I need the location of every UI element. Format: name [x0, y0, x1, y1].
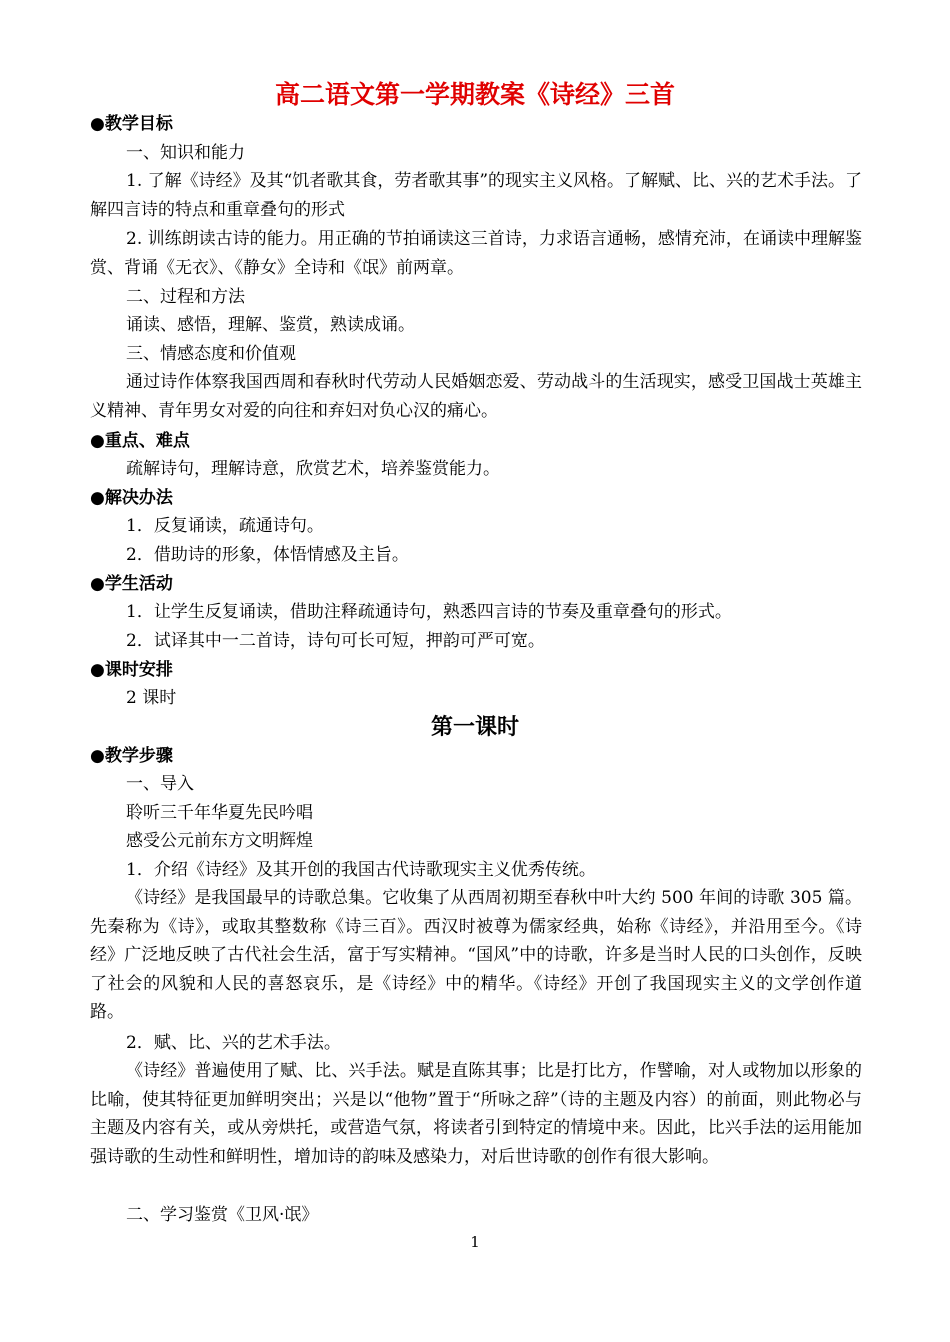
- paragraph: 三、情感态度和价值观: [126, 344, 296, 364]
- paragraph: 2 课时: [126, 688, 177, 708]
- paragraph: 1．让学生反复诵读，借助注释疏通诗句，熟悉四言诗的节奏及重章叠句的形式。: [126, 602, 732, 622]
- paragraph: 通过诗作体察我国西周和春秋时代劳动人民婚姻恋爱、劳动战斗的生活现实，感受卫国战士英雄主义精神、青年男女对爱的向往和弃妇对负心汉的痛心。: [90, 372, 862, 421]
- paragraph: 疏解诗句，理解诗意，欣赏艺术，培养鉴赏能力。: [126, 459, 500, 479]
- document-title: 高二语文第一学期教案《诗经》三首: [274, 80, 675, 109]
- paragraph: 一、导入: [126, 774, 194, 794]
- paragraph: 《诗经》是我国最早的诗歌总集。它收集了从西周初期至春秋中叶大约 500 年间的诗歌 305 篇。先秦称为《诗》，或取其整数称《诗三百》。西汉时被尊为儒家经典，始称《诗经》，并沿用至今。《诗经》广泛地反映了古代社会生活，富于写实精神。“国风”中的诗歌，许多是当时人民的口头创作，反映了社会的风貌和人民的喜怒哀乐，是《诗经》中的精华。《诗经》开创了我国现实主义的文学创作道路。: [90, 888, 862, 1023]
- paragraph: 诵读、感悟，理解、鉴赏，熟读成诵。: [126, 315, 415, 335]
- heading-teaching-goals: ●教学目标: [90, 114, 173, 134]
- heading-schedule: ●课时安排: [90, 660, 173, 680]
- paragraph: 2．借助诗的形象，体悟情感及主旨。: [126, 545, 409, 565]
- paragraph: 二、学习鉴赏《卫风·氓》: [126, 1205, 319, 1225]
- paragraph: 1．介绍《诗经》及其开创的我国古代诗歌现实主义优秀传统。: [126, 860, 596, 880]
- heading-teaching-steps: ●教学步骤: [90, 746, 173, 766]
- paragraph: 感受公元前东方文明辉煌: [126, 831, 313, 851]
- paragraph: 二、过程和方法: [126, 287, 245, 307]
- heading-focus: ●重点、难点: [90, 431, 190, 451]
- heading-solutions: ●解决办法: [90, 488, 173, 508]
- paragraph: 1．反复诵读，疏通诗句。: [126, 516, 324, 536]
- paragraph: 聆听三千年华夏先民吟唱: [126, 803, 313, 823]
- heading-student-activities: ●学生活动: [90, 574, 173, 594]
- paragraph: 一、知识和能力: [126, 143, 245, 163]
- page-number: 1: [470, 1233, 480, 1251]
- paragraph: 2．试译其中一二首诗，诗句可长可短，押韵可严可宽。: [126, 631, 545, 651]
- paragraph: 2. 训练朗读古诗的能力。用正确的节拍诵读这三首诗，力求语言通畅，感情充沛，在诵读中理解鉴赏、背诵《无衣》、《静女》全诗和《氓》前两章。: [90, 229, 862, 278]
- paragraph: 1. 了解《诗经》及其“饥者歌其食，劳者歌其事”的现实主义风格。了解赋、比、兴的艺术手法。了解四言诗的特点和重章叠句的形式: [90, 171, 863, 220]
- paragraph: 2．赋、比、兴的艺术手法。: [126, 1033, 341, 1053]
- paragraph: 《诗经》普遍使用了赋、比、兴手法。赋是直陈其事；比是打比方，作譬喻，对人或物加以形象的比喻，使其特征更加鲜明突出；兴是以“他物”置于“所咏之辞”（诗的主题及内容）的前面，则此物必与主题及内容有关，或从旁烘托，或营造气氛，将读者引到特定的情境中来。因此，比兴手法的运用能加强诗歌的生动性和鲜明性，增加诗的韵味及感染力，对后世诗歌的创作有很大影响。: [90, 1061, 862, 1167]
- lesson-title: 第一课时: [430, 715, 519, 740]
